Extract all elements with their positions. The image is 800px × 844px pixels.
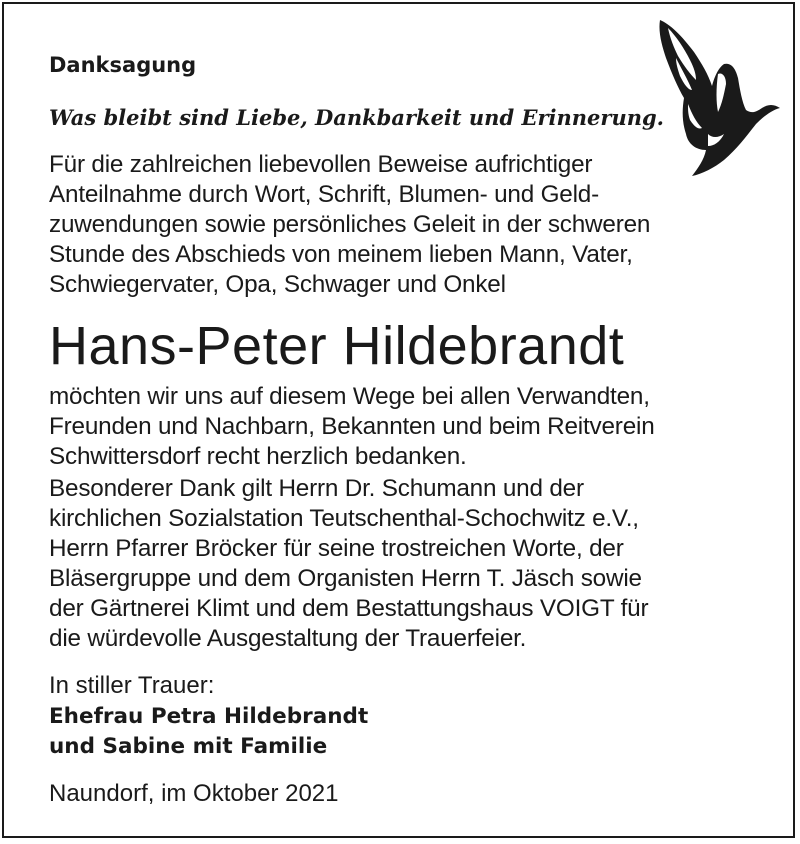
notice-heading: Danksagung: [49, 53, 197, 77]
intro-paragraph: [49, 150, 650, 300]
intro-line: Für die zahlreichen liebevollen Beweise aufrichtiger: [49, 151, 593, 178]
special-thanks-paragraph: [49, 474, 648, 654]
thanks-paragraph: [49, 382, 655, 472]
deceased-name: Hans-Peter Hildebrandt: [49, 316, 625, 376]
mourner-name: und Sabine mit Familie: [49, 734, 328, 759]
special-thanks-line: Herrn Pfarrer Bröcker für seine trostreichen Worte, der: [49, 535, 624, 562]
mourning-intro: In stiller Trauer:: [49, 672, 215, 699]
notice-frame: [2, 2, 795, 838]
thanks-line: Schwittersdorf recht herzlich bedanken.: [49, 443, 467, 470]
mourner-name: Ehefrau Petra Hildebrandt: [49, 704, 369, 729]
special-thanks-line: der Gärtnerei Klimt und dem Bestattungshaus VOIGT für: [49, 595, 649, 622]
notice-motto: Was bleibt sind Liebe, Dankbarkeit und Erinnerung.: [49, 105, 664, 130]
special-thanks-line: die würdevolle Ausgestaltung der Trauerfeier.: [49, 625, 527, 652]
thanks-line: Freunden und Nachbarn, Bekannten und beim Reitverein: [49, 413, 655, 440]
special-thanks-line: Besonderer Dank gilt Herrn Dr. Schumann und der: [49, 475, 584, 502]
thanks-line: möchten wir uns auf diesem Wege bei allen Verwandten,: [49, 383, 650, 410]
special-thanks-line: kirchlichen Sozialstation Teutschenthal-Schochwitz e.V.,: [49, 505, 639, 532]
place-date: Naundorf, im Oktober 2021: [49, 780, 339, 807]
special-thanks-line: Bläsergruppe und dem Organisten Herrn T. Jäsch sowie: [49, 565, 642, 592]
intro-line: Anteilnahme durch Wort, Schrift, Blumen- und Geld-: [49, 181, 599, 208]
intro-line: Stunde des Abschieds von meinem lieben Mann, Vater,: [49, 241, 633, 268]
intro-line: zuwendungen sowie persönliches Geleit in der schweren: [49, 211, 651, 238]
intro-line: Schwiegervater, Opa, Schwager und Onkel: [49, 271, 506, 298]
praying-hands-icon: [652, 18, 782, 178]
